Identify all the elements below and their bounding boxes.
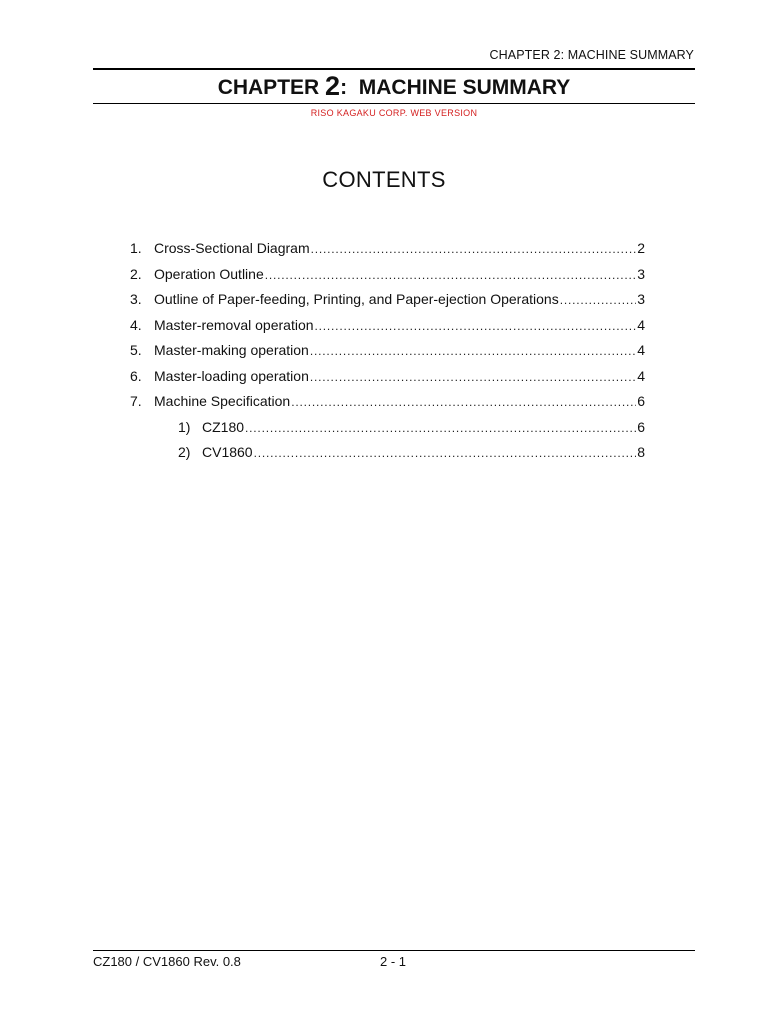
toc-title: Operation Outline (154, 265, 264, 282)
toc-title: Cross-Sectional Diagram (154, 240, 310, 256)
toc-title: CZ180 (202, 418, 245, 435)
toc-entry[interactable] (130, 238, 645, 264)
watermark-text: RISO KAGAKU CORP. WEB VERSION (310, 108, 478, 118)
toc-leader-dots (311, 239, 637, 259)
toc-leader-dots (245, 418, 636, 438)
chapter-title (93, 72, 695, 102)
toc-number: 2) (178, 444, 191, 460)
toc-number: 1) (178, 418, 191, 435)
toc-leader-dots (315, 316, 637, 336)
chapter-number: 2 (325, 71, 341, 101)
toc-title: CV1860 (202, 444, 253, 460)
toc-page: 3 (637, 291, 645, 307)
title-rule (93, 103, 695, 104)
running-head: CHAPTER 2: MACHINE SUMMARY (489, 48, 694, 62)
toc-number: 4. (130, 316, 142, 333)
toc-number: 6. (130, 367, 142, 384)
toc-page: 4 (637, 316, 645, 333)
footer-model: CZ180 / CV1860 Rev. 0.8 (93, 954, 241, 969)
toc-leader-dots (291, 392, 636, 412)
chapter-label: CHAPTER (217, 76, 320, 99)
contents-heading: CONTENTS (322, 167, 446, 192)
chapter-name: MACHINE SUMMARY (358, 76, 571, 99)
toc-number: 7. (130, 393, 142, 409)
toc-number: 2. (130, 265, 142, 282)
toc-entry[interactable] (130, 264, 645, 290)
toc-leader-dots (310, 341, 636, 361)
footer-rule (93, 950, 695, 951)
toc-page: 6 (637, 393, 645, 409)
toc-number: 5. (130, 342, 142, 358)
toc-title: Master-removal operation (154, 316, 314, 333)
toc-title: Outline of Paper-feeding, Printing, and Paper-ejection Operations (154, 291, 559, 307)
table-of-contents (130, 238, 645, 468)
footer-page-number: 2 - 1 (380, 954, 407, 969)
toc-number: 3. (130, 291, 142, 307)
toc-page: 3 (637, 265, 645, 282)
toc-page: 4 (637, 342, 645, 358)
toc-page: 4 (637, 367, 645, 384)
toc-leader-dots (560, 290, 637, 310)
toc-entry[interactable] (130, 289, 645, 315)
toc-entry[interactable] (130, 366, 645, 392)
toc-title: Machine Specification (154, 393, 291, 409)
toc-page: 2 (637, 240, 645, 256)
chapter-colon: : (340, 76, 348, 99)
toc-number: 1. (130, 240, 142, 256)
toc-subentry[interactable] (130, 442, 645, 468)
top-rule (93, 68, 695, 70)
toc-title: Master-loading operation (154, 367, 309, 384)
toc-subentry[interactable] (130, 417, 645, 443)
toc-title: Master-making operation (154, 342, 309, 358)
toc-entry[interactable] (130, 340, 645, 366)
toc-leader-dots (310, 367, 636, 387)
toc-leader-dots (254, 443, 637, 463)
toc-leader-dots (265, 265, 636, 285)
toc-entry[interactable] (130, 315, 645, 341)
toc-page: 8 (637, 444, 645, 460)
toc-entry[interactable] (130, 391, 645, 417)
toc-page: 6 (637, 418, 645, 435)
